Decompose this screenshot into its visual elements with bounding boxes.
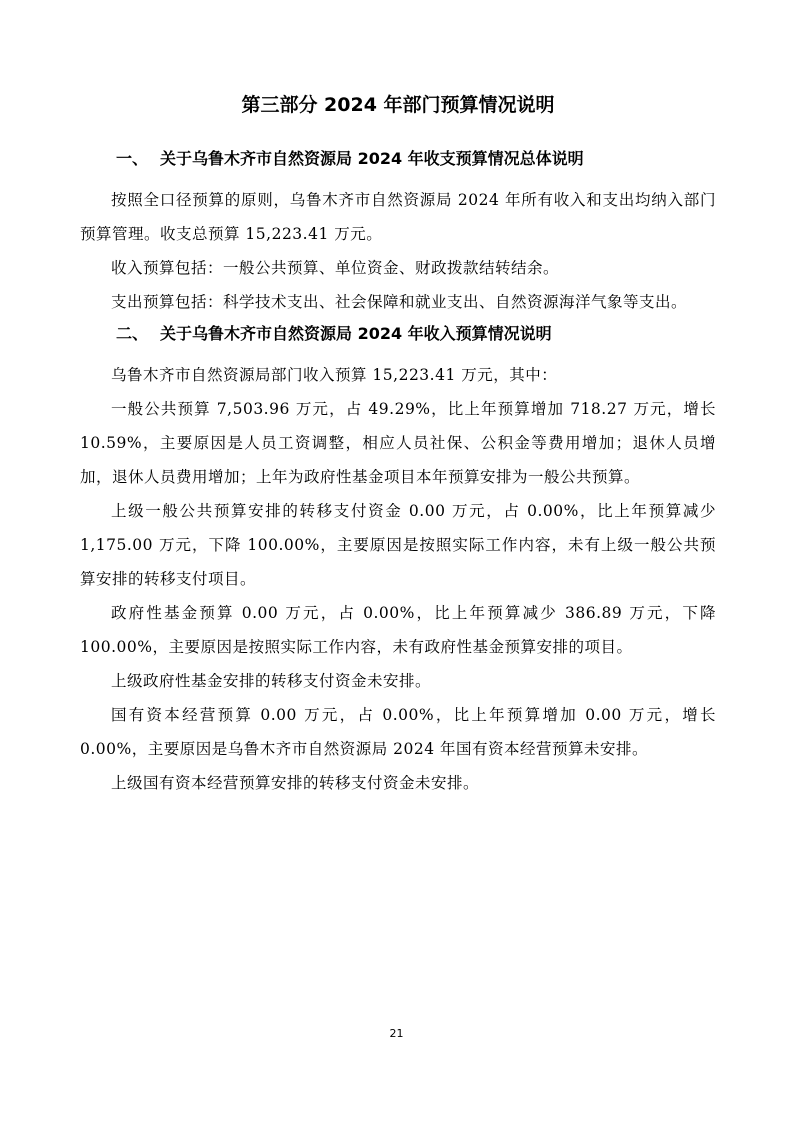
document-page — [80, 92, 716, 800]
paragraph: 一般公共预算 7,503.96 万元，占 49.29%，比上年预算增加 718.27 万元，增长 10.59%，主要原因是人员工资调整，相应人员社保、公积金等费用增加；退休人员增加，退休人员费用增加；上年为政府性基金项目本年预算安排为一般公共预算。 — [80, 400, 716, 486]
paragraph: 上级政府性基金安排的转移支付资金未安排。 — [111, 672, 432, 690]
section-heading-2 — [80, 323, 716, 345]
paragraph: 上级一般公共预算安排的转移支付资金 0.00 万元，占 0.00%，比上年预算减少 1,175.00 万元，下降 100.00%，主要原因是按照实际工作内容，未有上级一般公共预算安排的转移支付项目。 — [80, 502, 716, 588]
paragraph: 政府性基金预算 0.00 万元，占 0.00%，比上年预算减少 386.89 万元，下降 100.00%，主要原因是按照实际工作内容，未有政府性基金预算安排的项目。 — [80, 604, 716, 656]
paragraph: 支出预算包括：科学技术支出、社会保障和就业支出、自然资源海洋气象等支出。 — [111, 293, 688, 311]
paragraph: 乌鲁木齐市自然资源局部门收入预算 15,223.41 万元，其中： — [111, 366, 558, 384]
section-number-1: 一、 — [116, 149, 149, 168]
paragraph: 上级国有资本经营预算安排的转移支付资金未安排。 — [111, 774, 480, 792]
page-number: 21 — [389, 1027, 404, 1040]
paragraph: 收入预算包括：一般公共预算、单位资金、财政拨款结转结余。 — [111, 259, 560, 277]
section-heading-1 — [80, 148, 716, 170]
section-number-2: 二、 — [116, 324, 149, 343]
paragraph: 按照全口径预算的原则，乌鲁木齐市自然资源局 2024 年所有收入和支出均纳入部门预算管理。收支总预算 15,223.41 万元。 — [80, 191, 716, 243]
paragraph: 国有资本经营预算 0.00 万元，占 0.00%，比上年预算增加 0.00 万元，增长 0.00%，主要原因是乌鲁木齐市自然资源局 2024 年国有资本经营预算未安排。 — [80, 706, 716, 758]
section-title-2: 关于乌鲁木齐市自然资源局 2024 年收入预算情况说明 — [160, 324, 552, 343]
page-title: 第三部分 2024 年部门预算情况说明 — [241, 94, 555, 116]
section-title-1: 关于乌鲁木齐市自然资源局 2024 年收支预算情况总体说明 — [160, 149, 584, 168]
